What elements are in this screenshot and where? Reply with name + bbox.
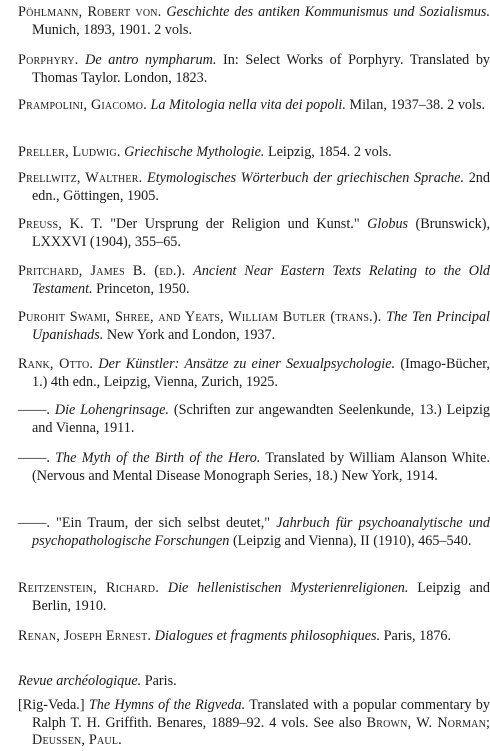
entry-title: Die hellenistischen Mysterienreligionen.	[167, 580, 409, 596]
bib-entry-revue	[18, 673, 490, 691]
entry-author: ——.	[18, 515, 50, 531]
entry-title: Globus	[367, 216, 409, 232]
entry-article: "Der Ursprung der Religion und Kunst."	[102, 216, 368, 232]
entry-author: Pöhlmann, Robert von.	[18, 4, 162, 20]
bib-entry-pohlmann	[18, 4, 490, 39]
entry-author: Preller, Ludwig.	[18, 144, 121, 160]
entry-details: In: Select Works of Porphyry. Translated by Thomas Taylor. London, 1823.	[32, 52, 490, 86]
bib-entry-rig-veda	[18, 697, 490, 750]
entry-article: "Ein Traum, der sich selbst deutet,"	[49, 515, 277, 531]
entry-details: Leipzig and Berlin, 1910.	[32, 580, 490, 614]
entry-details: 2nd edn., Göttingen, 1905.	[32, 170, 490, 204]
entry-title: The Hymns of the Rigveda.	[88, 697, 246, 713]
entry-details: Munich, 1893, 1901. 2 vols.	[32, 21, 193, 38]
entry-author: Rank, Otto.	[18, 356, 94, 372]
bib-entry-rank-lohengrin	[18, 402, 490, 437]
bib-entry-prellwitz	[18, 170, 490, 205]
entry-author: Preuss, K. T.	[18, 216, 103, 232]
cross-reference: Deussen, Paul	[32, 732, 119, 749]
bib-entry-porphyry	[18, 52, 490, 87]
entry-details: Leipzig, 1854. 2 vols.	[264, 144, 392, 160]
entry-author: Pritchard, James B. (ed.).	[18, 263, 186, 279]
entry-details: New York and London, 1937.	[103, 326, 276, 343]
bib-entry-rank-myth	[18, 450, 490, 485]
entry-title: Etymologisches Wörterbuch der griechischen Sprache.	[147, 170, 465, 186]
entry-title: The Ten Principal Upanishads.	[32, 309, 490, 343]
entry-author: Porphyry.	[18, 52, 79, 68]
entry-author: Reitzenstein, Richard.	[18, 580, 159, 596]
cross-reference-separator: ;	[486, 714, 490, 731]
entry-details: (Brunswick), LXXXVI (1904), 355–65.	[32, 216, 490, 250]
bib-entry-preuss	[18, 216, 490, 251]
entry-title: The Myth of the Birth of the Hero.	[55, 450, 261, 466]
bib-entry-preller	[18, 144, 490, 162]
cross-reference: Brown, W. Norman	[366, 714, 487, 731]
entry-title: Der Künstler: Ansätze zu einer Sexualpsychologie.	[98, 356, 396, 372]
entry-author: [Rig-Veda.]	[18, 697, 85, 713]
entry-details: Translated with a popular commentary by Ralph T. H. Griffith. Benares, 1889–92. 4 vols. See also	[32, 697, 490, 731]
entry-title: Geschichte des antiken Kommunismus und Sozialismus.	[166, 4, 490, 20]
bib-entry-rank-traum	[18, 515, 490, 550]
entry-title: Jahrbuch für psychoanalytische und psychopathologische Forschungen	[32, 515, 490, 549]
entry-title: Revue archéologique.	[18, 673, 142, 689]
entry-author: Prellwitz, Walther.	[18, 170, 143, 186]
entry-details: Paris.	[141, 673, 177, 689]
entry-title: Die Lohengrinsage.	[54, 402, 169, 418]
entry-details: Translated by William Alanson White. (Nervous and Mental Disease Monograph Series, 18.) New York, 1914.	[32, 450, 490, 484]
entry-author: Renan, Joseph Ernest.	[18, 628, 152, 644]
entry-title: Griechische Mythologie.	[124, 144, 265, 160]
entry-details: Paris, 1876.	[380, 628, 452, 644]
entry-author: ——.	[18, 450, 50, 466]
entry-title: Dialogues et fragments philosophiques.	[154, 628, 381, 644]
bib-entry-pritchard	[18, 263, 490, 298]
bib-entry-reitzenstein	[18, 580, 490, 615]
entry-details: (Schriften zur angewandten Seelenkunde, 13.) Leipzig and Vienna, 1911.	[32, 402, 490, 436]
entry-details: (Imago-Bücher, 1.) 4th edn., Leipzig, Vienna, Zurich, 1925.	[32, 356, 490, 390]
entry-title: La Mitologia nella vita dei popoli.	[150, 97, 346, 113]
entry-title: De antro nympharum.	[85, 52, 217, 68]
entry-details: (Leipzig and Vienna), II (1910), 465–540.	[229, 532, 472, 549]
entry-author: Prampolini, Giacomo.	[18, 97, 147, 113]
entry-author: ——.	[18, 402, 50, 418]
bib-entry-rank-kunstler	[18, 356, 490, 391]
entry-details: Milan, 1937–38. 2 vols.	[345, 97, 486, 113]
bib-entry-prampolini	[18, 97, 490, 115]
bib-entry-renan	[18, 628, 490, 646]
entry-author: Purohit Swami, Shree, and Yeats, William Butler (trans.).	[18, 309, 382, 325]
entry-details: Princeton, 1950.	[92, 280, 190, 297]
entry-title: Ancient Near Eastern Texts Relating to the Old Testament.	[32, 263, 490, 297]
entry-end: .	[118, 732, 122, 749]
bib-entry-purohit	[18, 309, 490, 344]
